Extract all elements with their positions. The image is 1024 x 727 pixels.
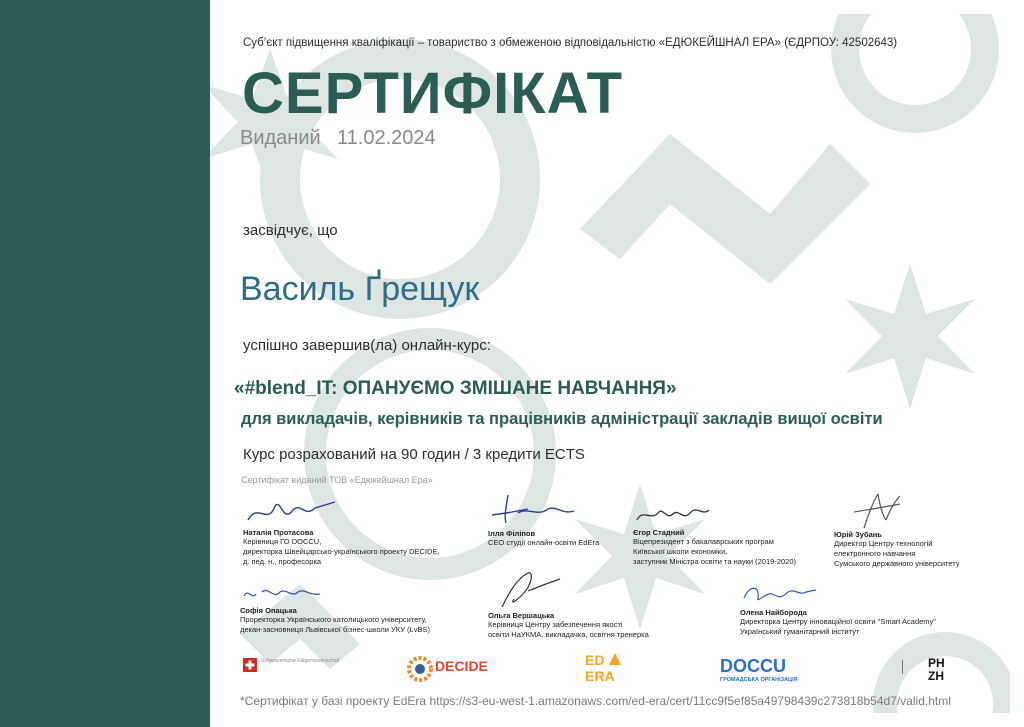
doccu-logo-subtext: ГРОМАДСЬКА ОРГАНІЗАЦІЯ — [720, 677, 798, 683]
edera-logo-bottom: ERA — [585, 668, 615, 684]
signatory-role: Проректорка Українського католицького університету, — [240, 615, 427, 624]
certificate — [210, 14, 1010, 713]
signatory-role: освіти НаУКМА, викладачка, освітня тренерка — [488, 630, 649, 639]
signature-image — [488, 569, 568, 611]
signatory-role: електронного навчання — [834, 549, 916, 558]
doccu-logo — [720, 656, 810, 686]
signature-image — [834, 490, 914, 530]
signatory-name: Ілля Філіпов — [488, 529, 536, 538]
signatory-role: д. пед. н., професорка — [243, 557, 322, 566]
signatory-role: директорка Швейцарсько-українського проекту DECIDE, — [243, 547, 440, 556]
signatory — [488, 569, 649, 640]
signatory-role: Керівниця Центру забезпечення якості — [488, 620, 623, 629]
signatory-role: Київської школи економіки, — [633, 547, 728, 556]
issuer-line: Суб’єкт підвищення кваліфікації – товариство з обмеженою відповідальністю «ЕДЮКЕЙШНАЛ ЕРА» (ЄДРПОУ: 42502643) — [243, 37, 898, 49]
signatory-role: Директорка Центру інноваційної освіти "Smart Academy" — [740, 617, 936, 626]
decide-logo — [407, 656, 492, 684]
signatory-name: Ольга Вершацька — [488, 611, 555, 620]
completed-text: успішно завершив(ла) онлайн-курс: — [243, 337, 491, 354]
signatory — [633, 500, 796, 567]
signatory-role: Український гуманітарний інститут — [740, 627, 860, 636]
phzh-logo-bottom: ZH — [928, 669, 944, 683]
edera-arrow-icon — [609, 653, 621, 665]
phzh-logo — [902, 656, 952, 686]
left-color-band — [0, 0, 210, 727]
signature-image — [740, 578, 820, 608]
signatory-name: Олена Найборода — [740, 608, 807, 617]
edera-logo — [585, 652, 625, 688]
signatory — [243, 496, 439, 567]
signatory-role: Керівниця ГО DOCCU, — [243, 537, 322, 546]
issued-date: 11.02.2024 — [337, 127, 436, 149]
signatory-name: Юрій Зубань — [834, 530, 882, 539]
recipient-name: Василь Ґрещук — [240, 270, 480, 308]
course-title: «#blend_IT: ОПАНУЄМО ЗМІШАНЕ НАВЧАННЯ» — [234, 378, 677, 399]
phzh-divider — [902, 660, 921, 674]
partner-logos — [210, 650, 1010, 690]
verification-footer: *Сертифікат у базі проекту EdEra https://s3-eu-west-1.amazonaws.com/ed-era/cert/11cc9f5ef85a49798439c273818b54d7/valid.html — [240, 694, 951, 708]
swiss-flag-icon — [243, 658, 257, 672]
signatory-role: Віцепрезидент з бакалаврських програм — [633, 537, 774, 546]
certifies-text: засвідчує, що — [243, 222, 338, 239]
issued-label: Виданий — [240, 127, 321, 149]
phzh-logo-top: PH — [928, 656, 945, 670]
signatory — [740, 578, 936, 637]
signature-image — [633, 500, 713, 528]
signatory — [834, 490, 960, 569]
signature-image — [243, 496, 338, 528]
signatory-role: Сумського державного університету — [834, 559, 960, 568]
signatory-role: декан-засновниця Львівської бізнес-школи УКУ (LvBS) — [240, 625, 430, 634]
doccu-logo-text: DOCCU — [720, 656, 786, 676]
signature-image — [240, 582, 325, 606]
course-audience: для викладачів, керівників та працівників адміністрації закладів вищої освіти — [241, 410, 883, 428]
signatory-name: Софія Опацька — [240, 606, 297, 615]
signature-image — [488, 487, 578, 529]
issued-by: Сертифікат виданий ТОВ «Едюкейшнал Ера» — [241, 475, 433, 485]
course-hours: Курс розрахований на 90 годин / 3 кредити ECTS — [243, 446, 585, 463]
certificate-title: СЕРТИФІКАТ — [242, 61, 624, 126]
signatory — [240, 582, 430, 635]
decide-logo-text: DECIDE — [435, 658, 488, 674]
signatory-name: Єгор Стадний — [633, 528, 685, 537]
swiss-logo-text: Schweizerische Eidgenossenschaft — [261, 658, 340, 664]
decide-emblem-icon — [407, 656, 433, 682]
signatory — [488, 487, 599, 548]
edera-logo-top: ED — [585, 652, 605, 668]
signatory-role: CEO студії онлайн-освіти EdEra — [488, 538, 600, 547]
signatory-role: Директор Центру технологій — [834, 539, 933, 548]
swiss-confederation-logo — [243, 656, 353, 686]
signatory-name: Наталія Протасова — [243, 528, 314, 537]
signatory-role: заступник Міністра освіти та науки (2019-2020) — [633, 557, 797, 566]
